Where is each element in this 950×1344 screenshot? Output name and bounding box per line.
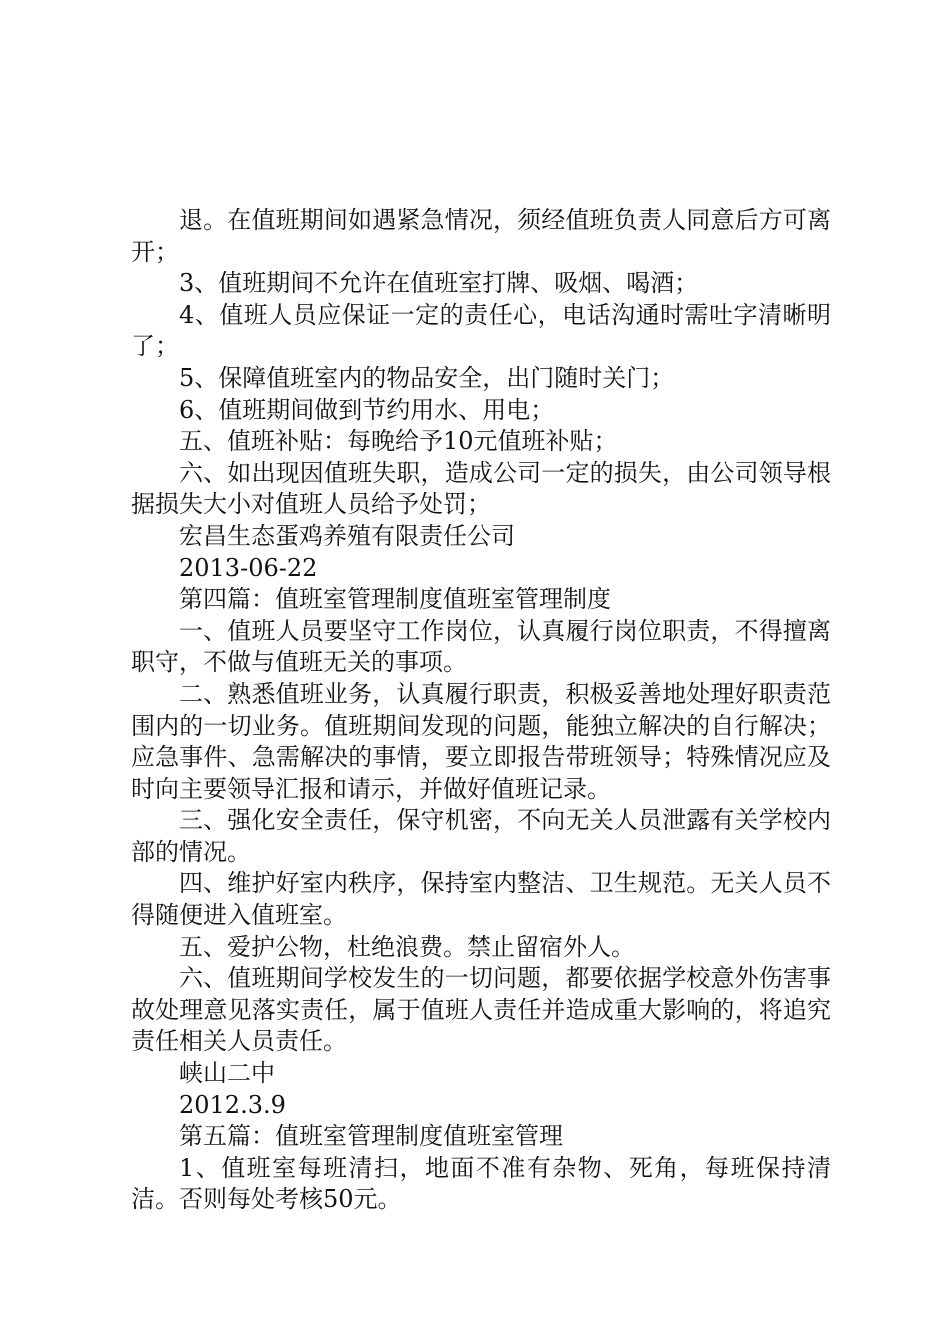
document-body	[131, 205, 831, 1216]
paragraph-rule-4: 4、值班人员应保证一定的责任心，电话沟通时需吐字清晰明了；	[131, 300, 831, 361]
paragraph-section-6-penalty: 六、如出现因值班失职，造成公司一定的损失，由公司领导根据损失大小对值班人员给予处罚；	[131, 458, 831, 519]
paragraph-continuation: 退。在值班期间如遇紧急情况，须经值班负责人同意后方可离开；	[131, 206, 831, 266]
chapter-5-item-1: 1、值班室每班清扫，地面不准有杂物、死角，每班保持清洁。否则每处考核50元。	[131, 1153, 831, 1214]
paragraph-rule-5: 5、保障值班室内的物品安全，出门随时关门；	[179, 363, 675, 392]
company-signature: 宏昌生态蛋鸡养殖有限责任公司	[179, 521, 515, 550]
school-signature: 峡山二中	[179, 1059, 275, 1088]
chapter-4-heading: 第四篇：值班室管理制度值班室管理制度	[179, 585, 611, 614]
school-signature-date: 2012.3.9	[179, 1090, 286, 1119]
paragraph-section-5-allowance: 五、值班补贴：每晚给予10元值班补贴；	[179, 427, 618, 456]
chapter-4-item-6: 六、值班期间学校发生的一切问题，都要依据学校意外伤害事故处理意见落实责任，属于值班人责任并造成重大影响的，将追究责任相关人员责任。	[131, 964, 831, 1056]
chapter-5-heading: 第五篇：值班室管理制度值班室管理	[179, 1122, 563, 1151]
chapter-4-item-1: 一、值班人员要坚守工作岗位，认真履行岗位职责，不得擅离职守，不做与值班无关的事项。	[131, 616, 831, 677]
chapter-4-item-4: 四、维护好室内秩序，保持室内整洁、卫生规范。无关人员不得随便进入值班室。	[131, 869, 831, 930]
paragraph-rule-6: 6、值班期间做到节约用水、用电；	[179, 395, 555, 424]
paragraph-rule-3: 3、值班期间不允许在值班室打牌、吸烟、喝酒；	[179, 269, 699, 298]
chapter-4-item-2: 二、熟悉值班业务，认真履行职责，积极妥善地处理好职责范围内的一切业务。值班期间发现的问题，能独立解决的自行解决；应急事件、急需解决的事情，要立即报告带班领导；特殊情况应及时向主要领导汇报和请示，并做好值班记录。	[131, 679, 831, 803]
chapter-4-item-5: 五、爱护公物，杜绝浪费。禁止留宿外人。	[179, 932, 635, 961]
chapter-4-item-3: 三、强化安全责任，保守机密，不向无关人员泄露有关学校内部的情况。	[131, 806, 831, 866]
signature-date: 2013-06-22	[179, 553, 318, 582]
